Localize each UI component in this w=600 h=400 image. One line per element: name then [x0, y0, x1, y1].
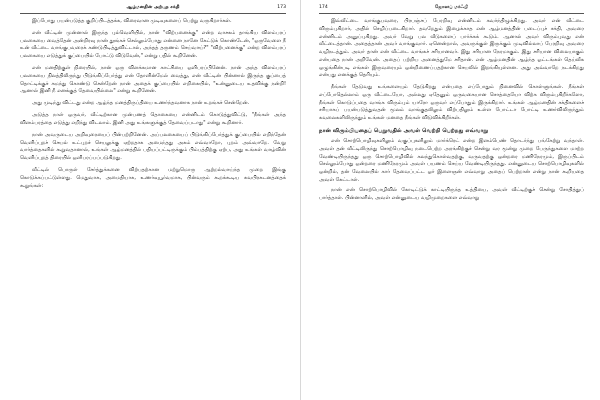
paragraph: என் வீட்டின் முன்னால் இருந்த புல்வெளியில், நான் "விற்பனைக்கு" என்ற வாசகம் தாங்கிய விளம்பரப் பலகையை வைத்தேன் அன்றிரவு நான் தூங்கச் செல்லும்போது என்னை நானே கேட்டுக் கொண்டேன், "ஒருவேளை நீ உன் வீட்டை வாங்குபவரைக் கண்டுபிடித்துவிட்டால், அந்தத் தருணம் செய்வாய்?" "விற்பனைக்கு" என்ற விளம்பரப் பலகையை எடுத்துக் குப்பையில் போட்டு விடுவேன்," என்று பதில் கூறினேன். [20, 29, 286, 60]
paragraph: அது முடிந்து விட்டது என்ற ஆழ்ந்த மனத்திருப்தியை உணர்ந்தவனாக நான் உறங்கச் சென்றேன். [32, 100, 250, 107]
paragraph: இவ்வீட்டை வாங்குபவரை, பிரபஞ்சப் பேரறிவு என்னிடம் கவர்ந்திழுக்கிறது. அவர் என் வீட்டை விரும்புகிறார், அதில் செழிப்படைகிறார். தவறேதும் இழைக்காத என் ஆழ்மனத்தின் படைப்புச் சக்தி, அவரை என்னிடம் அனுப்புகிறது. அவர் வேறு பல வீடுகளைப் பார்க்கக் கூடும். ஆனால் அவர் விரும்புவது என் வீட்டைத்தான். அதைத்தான் அவர் வாங்குவார். ஏனென்றால், அவருக்குள் இருக்கும் முடிவில்லாப் பேரறிவு அவரை வழிநடத்தும். அவர் தான் என் வீட்டை வாங்கச் சரியானவர். இது சரியான நேரமாகும். இது சரியான விலையாகும் என்பதை நான் அறிவேன். அதைப் பற்றிய அனைத்துமே சரிதான். என் ஆழ்மனதின் ஆழ்ந்த ஓட்டங்கள் தெய்வீக ஒழுங்கின்படி எங்கள் இருவரையும் ஒன்றிணைப்பதற்கான செயலில் இறங்கியுள்ளன. அது அவ்வாறே நடக்கிறது என்பது எனக்குத் தெரியும். [319, 18, 584, 79]
paragraph: என் மனதிற்குள் நிரையில், நான் ஒரு விளக்கமான காட்சியை ஒளிபரப்பினேன். நான் அந்த விளம்பரப் பலகையை நிலத்திலிருந்து பிடுங்கிப்பேர்த்து என் தோளின்மேல் வைத்து, என் வீட்டின் பின்னால் இருந்த குப்பைத் தொட்டிக்குச் சுமந்து கொண்டு சென்றேன் நான் அதைக் குப்பையில் எறிகையில், "உன்னுடைய உதவிக்கு நன்றி! ஆனால் இனி நீ எனக்குத் தேவையில்லை" என்று கூறினேன். [20, 65, 286, 95]
left-page-header [20, 3, 286, 14]
section-heading: நான் விரும்பியதைப் பெறுவதில் அவள் வெற்றி பெற்றது எவ்வாறு [319, 128, 489, 135]
paragraph: என் சொற்பொழிவுகளிலும் வகுப்புகளிலும் மார்க்ரெட் என்ற இளம்பெண் தொடர்ந்து பங்கேற்று வந்தாள். அவள் தன் வீட்டிலிருந்து சொற்பொழிவு நடைபெற்ற அரங்கிற்குச் சென்று வர மூன்று முறை பேருந்துகளை மாற்ற வேண்டியிருந்தது ஒரு சொற்பொழிவில் கலந்துகொள்வதற்கு, வருவதற்கு ஒன்றரை மணிநேரமும், இருப்பிடம் செல்லும்போது ஒன்றரை மணிநேரமும் அவள் பயணம் செய்ய வேண்டியிருந்தது. என்னுடைய சொற்பொழிவுகளில் ஒன்றில், தன் வேலையில் கார் தேவைப்பட்ட ஓர் இளைஞன் எவ்வாறு அதைப் பெற்றான் என்று நான் கூறியதை அவள் கேட்டாள். [319, 138, 584, 183]
paragraph: வீட்டில் பொருள் சேர்த்துக்கனை விற்பதற்கான மற்றுமொரு ஆற்றல்வாய்ந்த முறை இங்கு கொடுக்கப்பட்டுள்ளது. மெதுவாக, அமைதியாக, உணர்வுபூர்வமாக, பின்வரும் கூறக்கூடிய சுவபிரகடனத்தைக் கூறுங்கள்: [20, 167, 286, 189]
right-page-header [319, 3, 584, 14]
paragraph: நான் அவருடைய அறிவுரையைப் பின்பற்றினேன். அப்பலகையைப் பிடுங்கிப்பேர்த்துக் குப்பையில் எறிந்தேன் வெளிப்புறச் செயல் உட்புறச் செயலுக்கு ஏற்றதாக அமைந்தது அகம் எவ்வாறோ, புறம் அவ்வாறே. வேறு வார்த்தைகளில் கூறுவதானால், உங்கள் ஆழ்மனத்தில் பதியப்பட்டிருக்கும் பிம்பத்திற்கு ஏற்ப, அது உங்கள் வாழ்வின் வெளிப்புறத் திரையில் ஒளிபரப்பப்படுகிறது. [20, 131, 286, 162]
paragraph: நான் என் சொற்பொழிவில் கோடிட்டுக் காட்டியிருந்த உத்தியை, அவள் வீட்டிற்குச் சென்று சோதித்துப் பார்த்தாள். பின்னாளில், அவள் என்னுடைய வழிமுறைகளை எவ்வாறு [319, 187, 584, 201]
running-title: ஜோஸப் மர்ஃபி [434, 5, 469, 10]
page-number: 173 [277, 5, 286, 10]
paragraph: அடுத்த நாள் ஒருவர், வீட்டிற்கான முன்பணத் தொகையை என்னிடம் கொடுத்துவிட்டு, "நீங்கள் அந்த விளம்பரத்தை எடுத்து எறிந்து விடலாம். இனி அது உங்களுக்குத் தேவைப்படாது" என்று கூறினார். [20, 112, 286, 126]
paragraph: நீங்கள் தேடுவது உங்களையும் தேடுகிறது என்பதை எப்போதும் நினைவில் கொள்ளுங்கள். நீங்கள் எப்போதெல்லாம் ஒரு வீட்டையோ, அல்லது ஏதேனும் ஒருவகையான சொத்தையோ விற்க விரும்புகிறீர்களோ, நீங்கள் கொடுப்பதை வாங்க விரும்பும் யாரோ ஒருவர் எப்போதும் இருக்கிறார். உங்கள் ஆழ்மனதின் சக்திகளைச் சரியாகப் பயன்படுத்துவதன் மூலம் வாங்குதலிலும் விற்பதிலும் உள்ள போட்டா போட்டி உணர்விலிருந்தும் கவலைகளிலிருந்தும் உங்கள் மனதை நீங்கள் விடுவிக்கிறீர்கள். [319, 84, 584, 122]
page-number: 174 [319, 5, 328, 10]
right-page [300, 0, 600, 400]
paragraph: இப்போது பயன்படுத்த குறிப்பிடத்தக்க, விரைவான முடிவுகளைப் பெற்று வருகிறார்கள். [32, 18, 232, 24]
running-title: ஆழ்மனதின் அற்புத சக்தி [126, 5, 180, 10]
